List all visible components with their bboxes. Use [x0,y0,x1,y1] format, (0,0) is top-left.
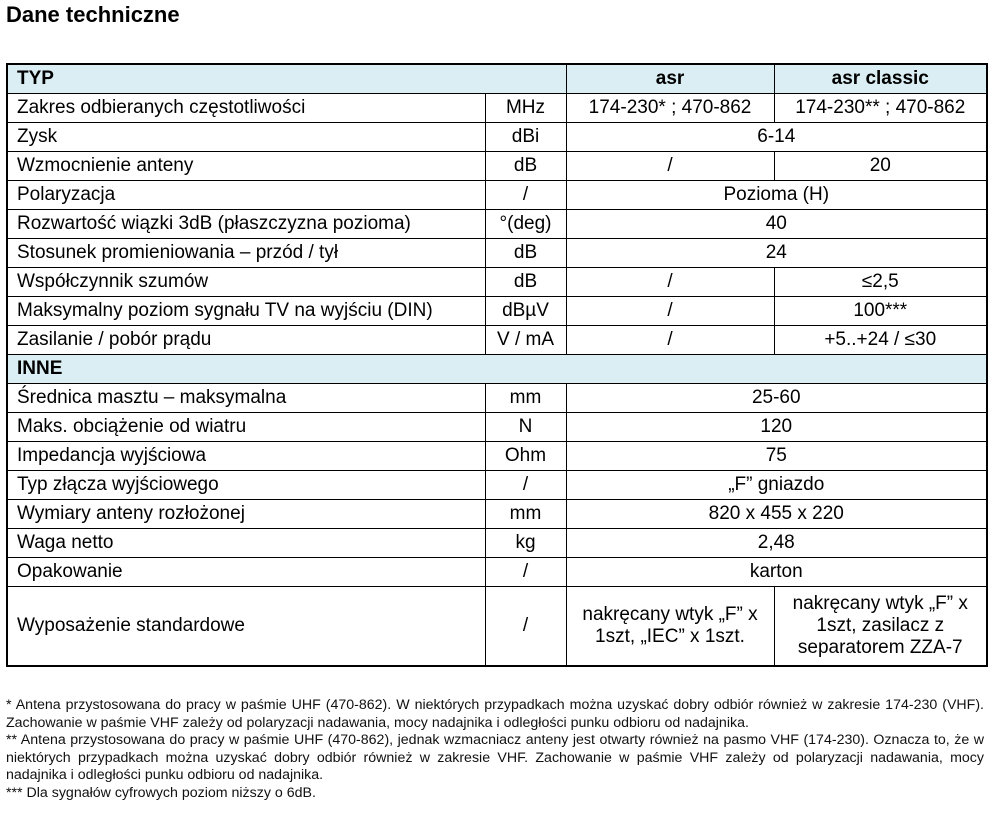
row-label: Wyposażenie standardowe [7,587,485,667]
table-row [7,558,987,587]
row-label: Średnica masztu – maksymalna [7,384,485,413]
table-row [7,442,987,471]
row-label: Polaryzacja [7,181,485,210]
footnote-3: *** Dla sygnałów cyfrowych poziom niższy o 6dB. [6,784,316,801]
row-value-both: 40 [566,210,987,239]
section-header-inne: INNE [7,355,987,384]
row-label: Stosunek promieniowania – przód / tył [7,239,485,268]
row-value-both: 2,48 [566,529,987,558]
row-value-asr-classic: ≤2,5 [774,268,987,297]
row-value-asr: / [566,326,774,355]
table-row [7,384,987,413]
row-label: Rozwartość wiązki 3dB (płaszczyzna pozioma) [7,210,485,239]
row-label: Zysk [7,123,485,152]
table-row [7,587,987,667]
row-unit: mm [485,384,566,413]
footnotes [6,697,984,802]
table-row [7,413,987,442]
row-value-asr: / [566,297,774,326]
row-label: Impedancja wyjściowa [7,442,485,471]
row-label: Waga netto [7,529,485,558]
row-label: Wymiary anteny rozłożonej [7,500,485,529]
table-row [7,152,987,181]
row-label: Wzmocnienie anteny [7,152,485,181]
table-row [7,94,987,123]
row-value-both: karton [566,558,987,587]
row-label: Maks. obciążenie od wiatru [7,413,485,442]
row-unit: °(deg) [485,210,566,239]
row-unit: / [485,181,566,210]
row-unit: kg [485,529,566,558]
row-value-both: 25-60 [566,384,987,413]
row-value-asr: nakręcany wtyk „F” x 1szt, „IEC” x 1szt. [566,587,774,667]
table-row [7,123,987,152]
row-unit: N [485,413,566,442]
row-value-both: „F” gniazdo [566,471,987,500]
row-value-asr-classic: +5..+24 / ≤30 [774,326,987,355]
header-asr: asr [566,64,774,94]
table-row [7,500,987,529]
page-title: Dane techniczne [6,2,180,27]
row-label: Maksymalny poziom sygnału TV na wyjściu (DIN) [7,297,485,326]
row-value-both: 75 [566,442,987,471]
footnote-2: ** Antena przystosowana do pracy w paśmie UHF (470-862), jednak wzmacniacz anteny jest otwarty również na pasmo VHF (174-230). Oznacza to, że w niektórych przypadkach można uzyskać dobry odbiór również w zakresie VHF. Zachowanie w paśmie VHF zależy od polaryzacji nadawania, mocy nadajnika i odległości punku odbioru od nadajnika. [6,732,984,783]
row-value-both: Pozioma (H) [566,181,987,210]
table-row [7,297,987,326]
row-unit: dBi [485,123,566,152]
row-value-both: 820 x 455 x 220 [566,500,987,529]
row-value-asr-classic: 174-230** ; 470-862 [774,94,987,123]
section-header-row [7,355,987,384]
row-unit: / [485,587,566,667]
table-row [7,326,987,355]
row-label: Współczynnik szumów [7,268,485,297]
row-unit: V / mA [485,326,566,355]
row-label: Zakres odbieranych częstotliwości [7,94,485,123]
row-unit: MHz [485,94,566,123]
table-row [7,181,987,210]
row-value-asr-classic: 20 [774,152,987,181]
row-value-asr-classic: nakręcany wtyk „F” x 1szt, zasilacz z separatorem ZZA-7 [774,587,987,667]
header-type: TYP [7,64,566,94]
row-label: Zasilanie / pobór prądu [7,326,485,355]
row-unit: / [485,471,566,500]
footnote-1: * Antena przystosowana do pracy w paśmie UHF (470-862). W niektórych przypadkach można uzyskać dobry odbiór również w zakresie 174-230 (VHF). Zachowanie w paśmie VHF zależy od polaryzacji nadawania, mocy nadajnika i odległości punku odbioru od nadajnika. [6,697,984,731]
row-label: Typ złącza wyjściowego [7,471,485,500]
row-value-asr: / [566,152,774,181]
table-row [7,268,987,297]
row-value-asr: 174-230* ; 470-862 [566,94,774,123]
row-value-asr: / [566,268,774,297]
row-value-both: 24 [566,239,987,268]
table-row [7,529,987,558]
row-label: Opakowanie [7,558,485,587]
spec-table [6,63,988,667]
row-unit: dB [485,239,566,268]
row-unit: / [485,558,566,587]
table-row [7,239,987,268]
row-unit: dBµV [485,297,566,326]
row-unit: mm [485,500,566,529]
table-header-row [7,64,987,94]
row-value-asr-classic: 100*** [774,297,987,326]
row-unit: Ohm [485,442,566,471]
row-value-both: 6-14 [566,123,987,152]
row-unit: dB [485,152,566,181]
table-row [7,210,987,239]
row-value-both: 120 [566,413,987,442]
header-asr-classic: asr classic [774,64,987,94]
row-unit: dB [485,268,566,297]
table-row [7,471,987,500]
